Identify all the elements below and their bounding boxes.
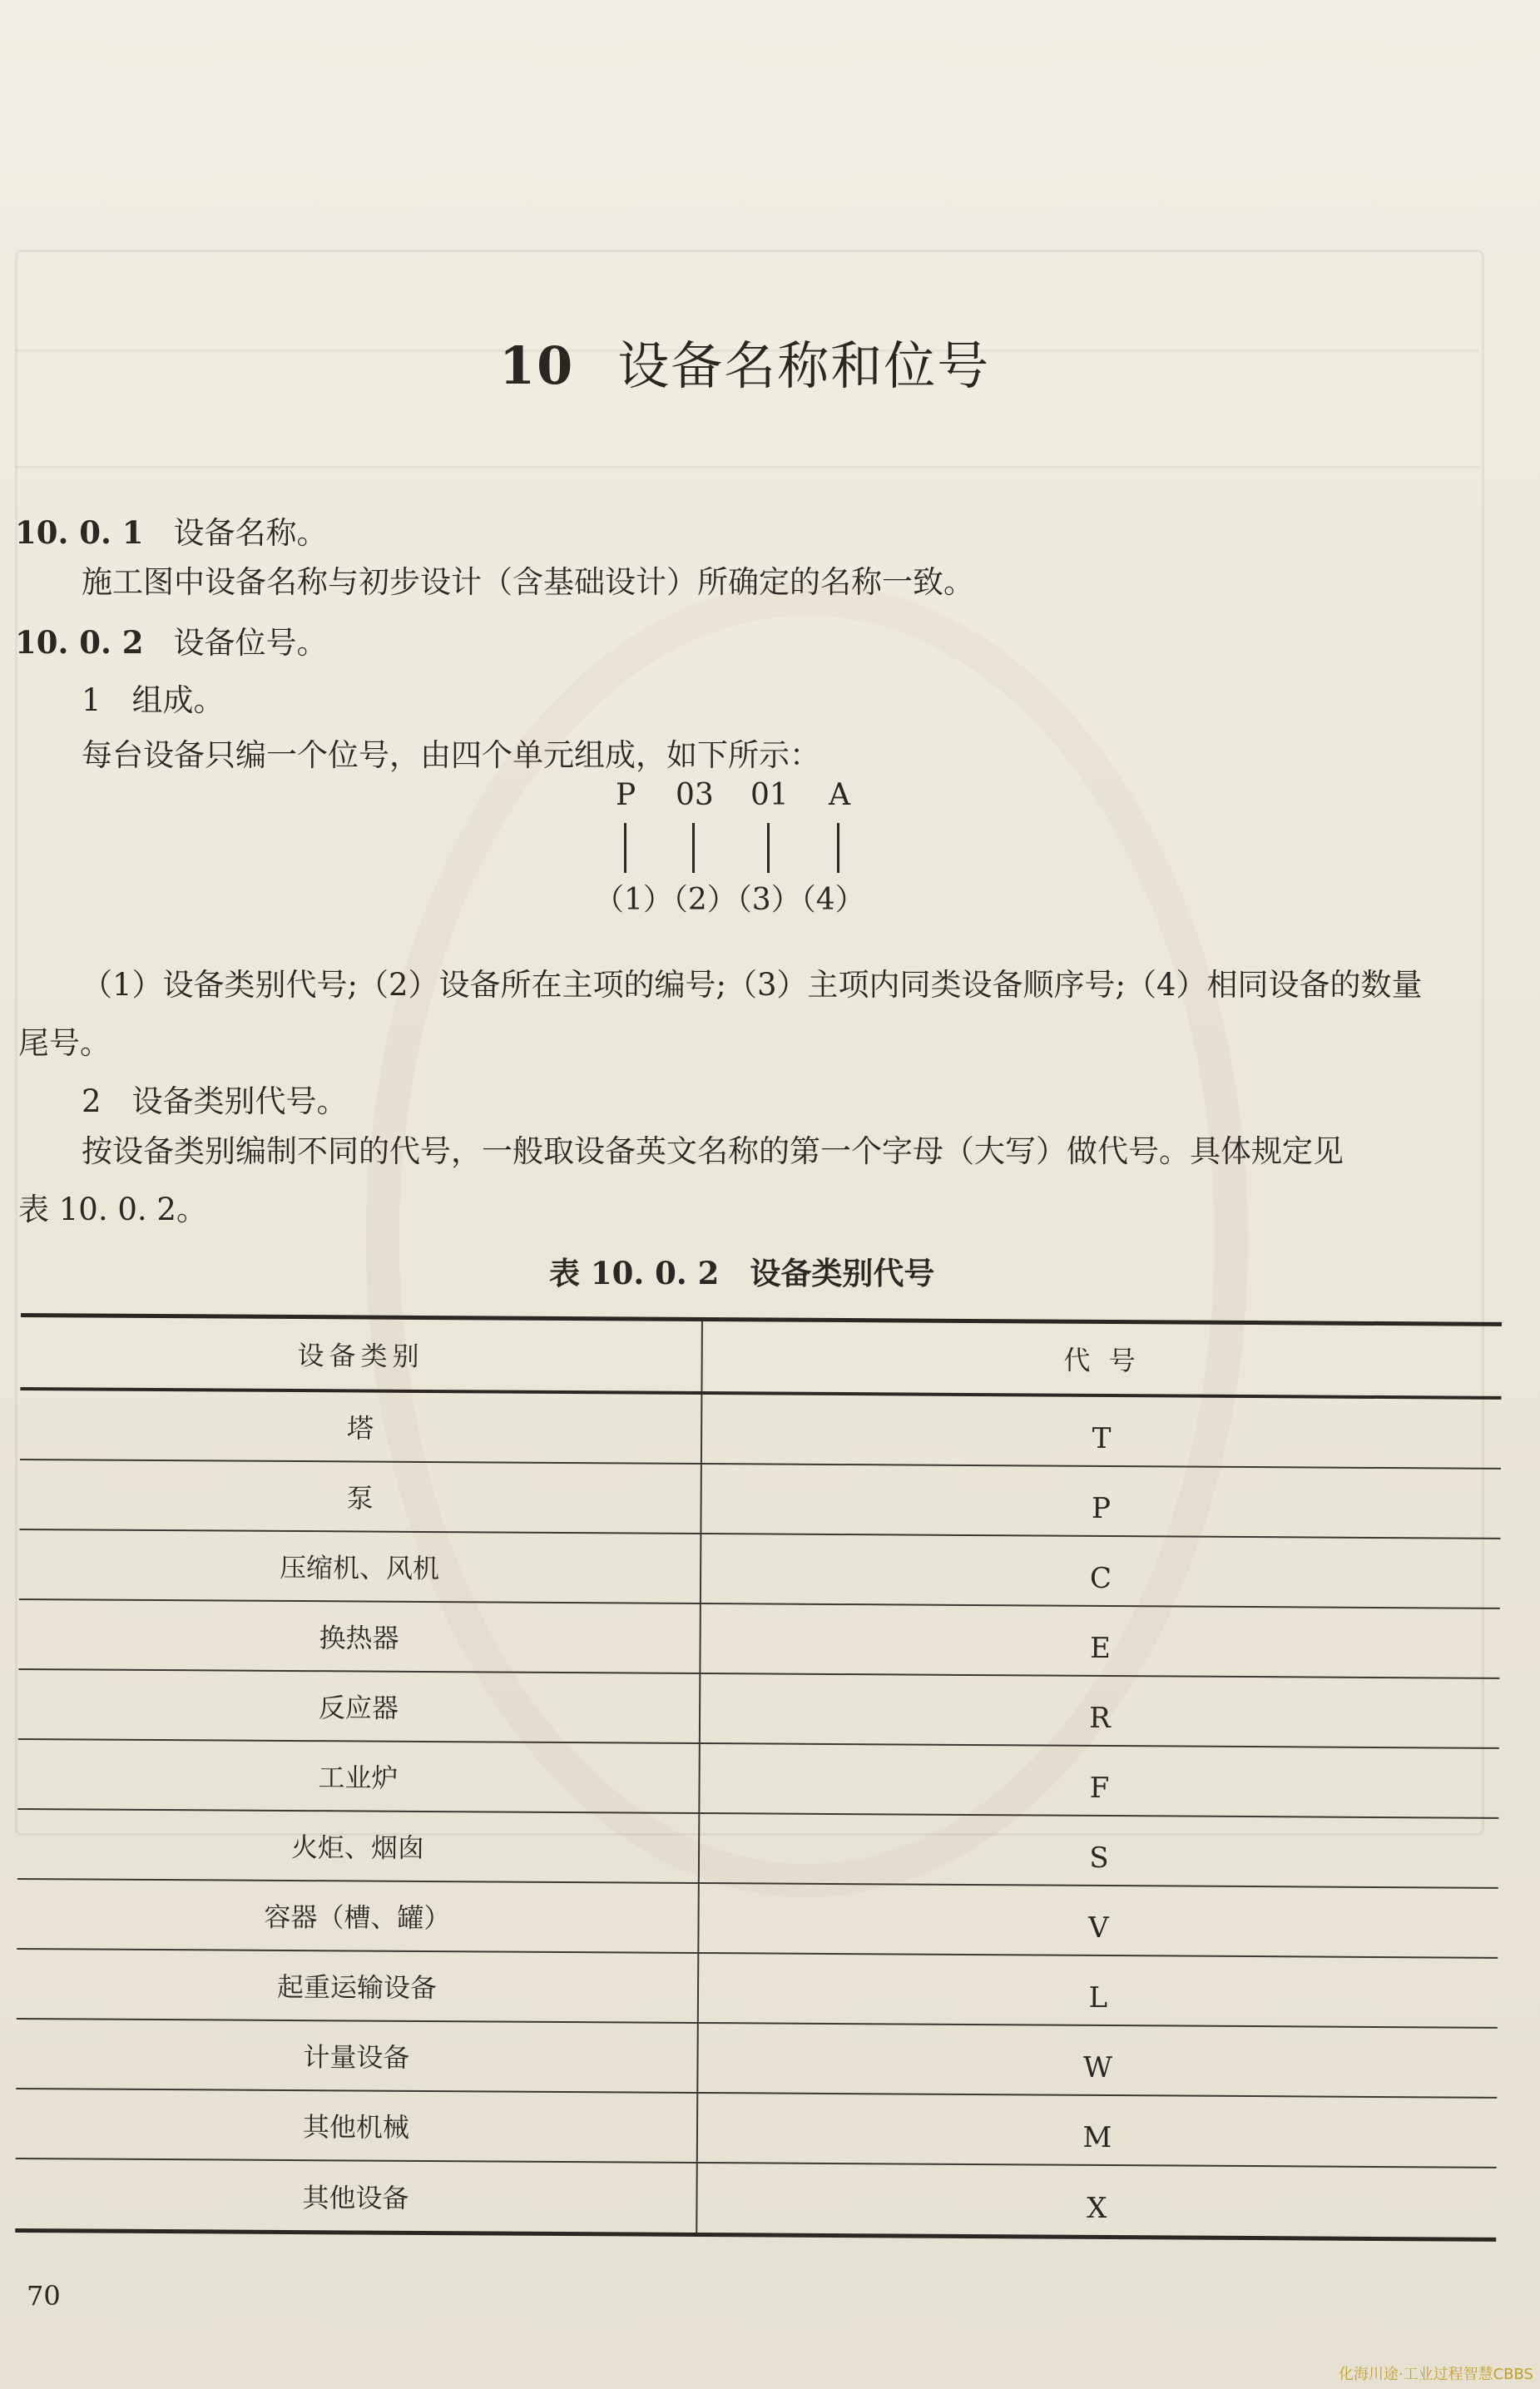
diagram-connector [767, 823, 770, 873]
paragraph: 表 10. 0. 2。 [18, 1192, 207, 1227]
equipment-category-cell: 换热器 [18, 1599, 700, 1673]
category-code-cell: X [696, 2163, 1497, 2239]
category-code-cell: L [698, 1953, 1498, 2028]
category-code-cell: W [697, 2023, 1498, 2098]
category-code-cell: M [697, 2093, 1498, 2168]
chapter-title: 设备名称和位号 [617, 335, 991, 396]
category-code-cell: V [698, 1883, 1498, 1958]
equipment-code-table [15, 1313, 1502, 2242]
list-item-heading: 2 设备类别代号。 [82, 1083, 348, 1119]
column-header: 代 号 [701, 1320, 1502, 1398]
diagram-unit-labels: （1）（2）（3）（4） [594, 883, 865, 917]
chapter-number: 10 [499, 335, 575, 396]
diagram-code: A [829, 778, 850, 812]
equipment-category-cell: 泵 [19, 1460, 701, 1534]
category-code-cell: E [700, 1603, 1500, 1678]
paragraph: 按设备类别编制不同的代号，一般取设备英文名称的第一个字母（大写）做代号。具体规定见 [82, 1133, 1344, 1169]
equipment-category-cell: 容器（槽、罐） [17, 1879, 698, 1953]
table-row [16, 2089, 1497, 2168]
paragraph: （1）设备类别代号;（2）设备所在主项的编号;（3）主项内同类设备顺序号;（4）相同设备的数量 [82, 967, 1423, 1003]
equipment-category-cell: 反应器 [18, 1669, 700, 1743]
category-code-cell: C [701, 1534, 1501, 1608]
diagram-code: 03 [676, 778, 714, 812]
column-header: 设备类别 [20, 1316, 701, 1394]
diagram-connector [837, 823, 839, 873]
table-header-row [20, 1316, 1502, 1398]
page-number: 70 [27, 2280, 61, 2312]
table-row [20, 1389, 1501, 1469]
equipment-category-cell: 其他机械 [16, 2089, 697, 2163]
table-row [15, 2159, 1496, 2239]
paragraph: 尾号。 [18, 1025, 111, 1061]
category-code-cell: S [699, 1813, 1499, 1888]
section-heading [15, 622, 328, 663]
diagram-code: 01 [750, 778, 789, 812]
table-caption: 表 10. 0. 2 设备类别代号 [549, 1255, 935, 1291]
codes-table [15, 1313, 1502, 2242]
diagram-connector [624, 823, 626, 873]
category-code-cell: T [701, 1393, 1502, 1469]
category-code-cell: R [700, 1673, 1500, 1748]
equipment-category-cell: 起重运输设备 [17, 1949, 698, 2023]
category-code-cell: F [699, 1743, 1499, 1818]
equipment-category-cell: 火炬、烟囱 [17, 1809, 699, 1883]
paragraph: 每台设备只编一个位号，由四个单元组成，如下所示： [82, 737, 820, 773]
equipment-category-cell: 压缩机、风机 [19, 1529, 701, 1603]
paragraph: 施工图中设备名称与初步设计（含基础设计）所确定的名称一致。 [82, 564, 974, 600]
table-row [17, 1809, 1498, 1888]
table-row [19, 1529, 1500, 1608]
equipment-category-cell: 其他设备 [15, 2159, 696, 2234]
equipment-category-cell: 工业炉 [17, 1739, 699, 1813]
chapter-heading [499, 325, 1082, 399]
equipment-category-cell: 计量设备 [16, 2019, 697, 2093]
section-title: 设备名称。 [173, 515, 328, 551]
table-row [17, 1949, 1498, 2028]
diagram-connector [692, 823, 695, 873]
table-row [17, 1739, 1498, 1818]
section-number: 10. 0. 2 [15, 624, 144, 661]
watermark: 化海川途·工业过程智慧CBBS [1338, 2366, 1533, 2383]
table-row [18, 1599, 1499, 1678]
table-row [16, 2019, 1497, 2098]
category-code-cell: P [701, 1464, 1501, 1539]
section-heading [15, 513, 328, 553]
diagram-code: P [616, 778, 636, 812]
section-number: 10. 0. 1 [15, 514, 144, 551]
table-row [19, 1460, 1500, 1539]
tag-number-diagram [594, 778, 882, 928]
table-row [17, 1879, 1498, 1958]
section-title: 设备位号。 [173, 625, 328, 661]
equipment-category-cell: 塔 [20, 1389, 701, 1464]
show-through-line [15, 466, 1479, 468]
list-item-heading: 1 组成。 [82, 682, 225, 718]
table-row [18, 1669, 1499, 1748]
